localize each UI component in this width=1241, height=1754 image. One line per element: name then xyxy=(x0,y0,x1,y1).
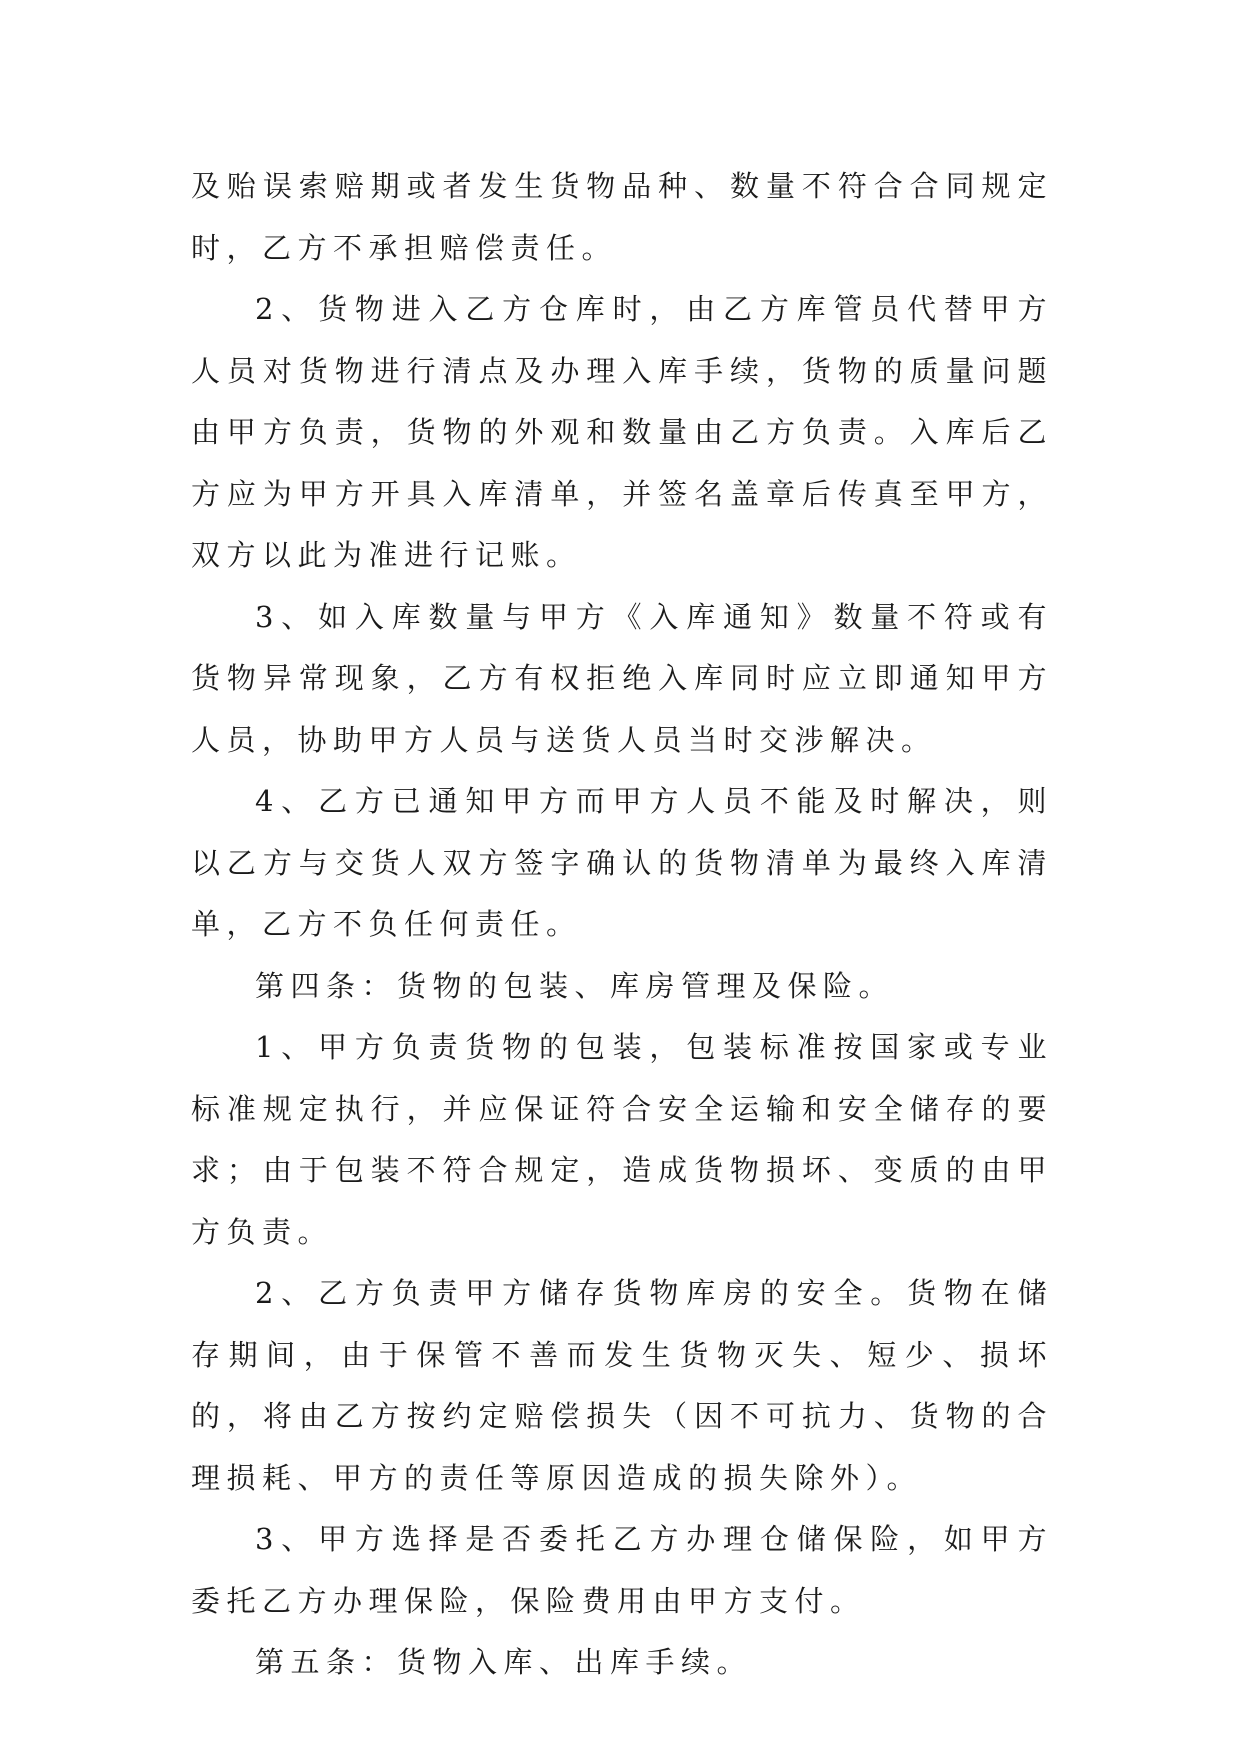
document-body xyxy=(191,156,1053,1694)
paragraph-clause-3: 3、如入库数量与甲方《入库通知》数量不符或有货物异常现象，乙方有权拒绝入库同时应立即通知甲方人员，协助甲方人员与送货人员当时交涉解决。 xyxy=(191,599,1053,757)
paragraph-continuation: 及贻误索赔期或者发生货物品种、数量不符合合同规定时，乙方不承担赔偿责任。 xyxy=(191,169,1053,265)
paragraph-article4-clause-1: 1、甲方负责货物的包装，包装标准按国家或专业标准规定执行，并应保证符合安全运输和安全储存的要求；由于包装不符合规定，造成货物损坏、变质的由甲方负责。 xyxy=(191,1030,1053,1249)
article-5-heading: 第五条：货物入库、出库手续。 xyxy=(255,1645,753,1679)
paragraph-clause-2: 2、货物进入乙方仓库时，由乙方库管员代替甲方人员对货物进行清点及办理入库手续，货物的质量问题由甲方负责，货物的外观和数量由乙方负责。入库后乙方应为甲方开具入库清单，并签名盖章后传真至甲方，双方以此为准进行记账。 xyxy=(191,292,1053,572)
article-4-heading: 第四条：货物的包装、库房管理及保险。 xyxy=(255,968,895,1003)
paragraph-article4-clause-3: 3、甲方选择是否委托乙方办理仓储保险，如甲方委托乙方办理保险，保险费用由甲方支付。 xyxy=(191,1522,1053,1618)
paragraph-clause-4: 4、乙方已通知甲方而甲方人员不能及时解决，则以乙方与交货人双方签字确认的货物清单为最终入库清单，乙方不负任何责任。 xyxy=(191,784,1053,941)
paragraph-article4-clause-2: 2、乙方负责甲方储存货物库房的安全。货物在储存期间，由于保管不善而发生货物灭失、短少、损坏的，将由乙方按约定赔偿损失（因不可抗力、货物的合理损耗、甲方的责任等原因造成的损失除外）。 xyxy=(191,1276,1053,1495)
